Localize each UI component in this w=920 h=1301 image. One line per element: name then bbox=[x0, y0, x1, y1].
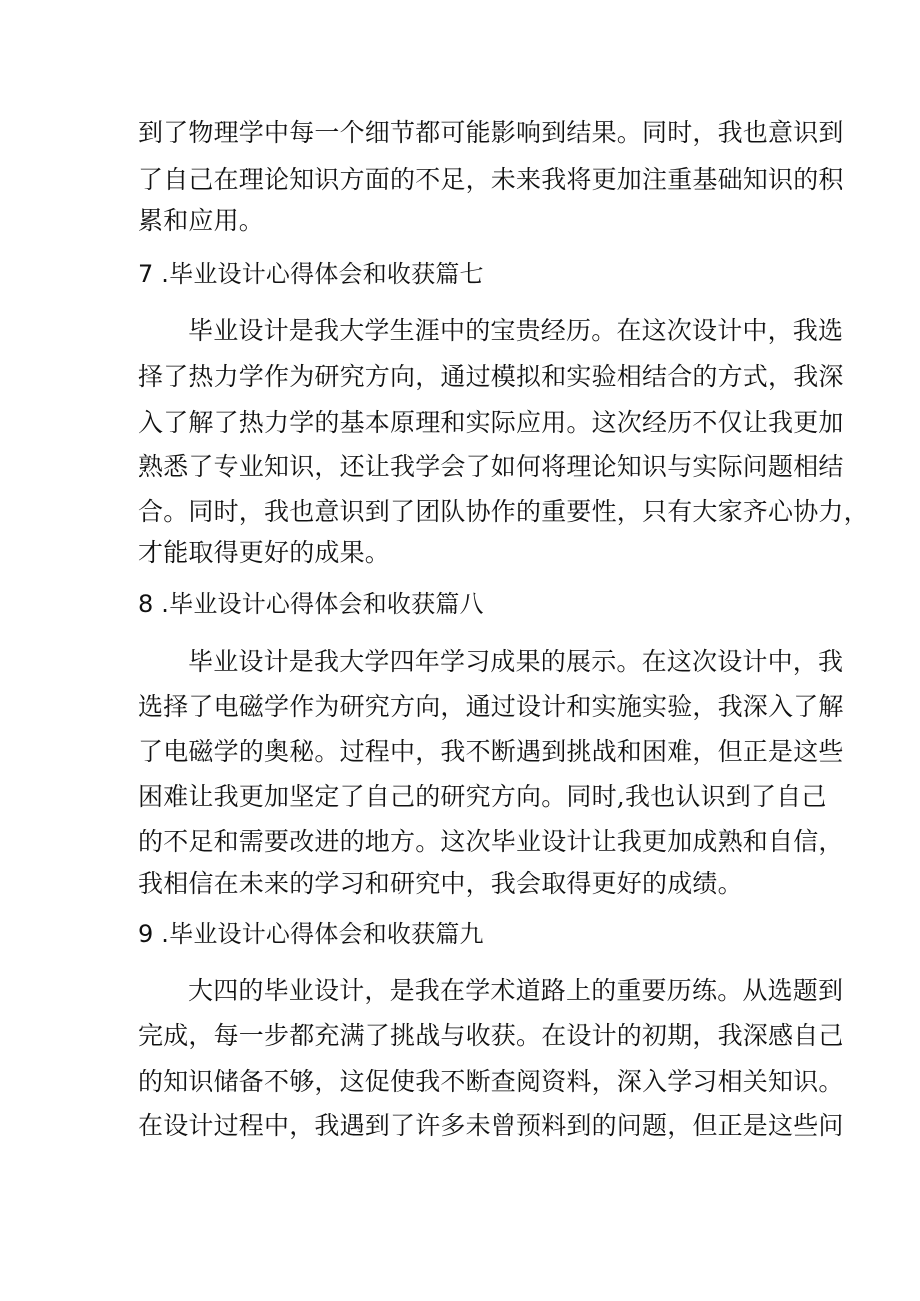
section7-line-2: 择了热力学作为研究方向，通过模拟和实验相结合的方式，我深 bbox=[138, 362, 844, 391]
section7-line-3: 入了解了热力学的基本原理和实际应用。这次经历不仅让我更加 bbox=[138, 408, 844, 437]
intro-line-3: 累和应用。 bbox=[138, 206, 265, 235]
section9-line-2: 完成，每一步都充满了挑战与收获。在设计的初期，我深感自己 bbox=[138, 1021, 844, 1050]
section9-line-1: 大四的毕业设计，是我在学术道路上的重要历练。从选题到 bbox=[188, 976, 844, 1005]
section9-line-4: 在设计过程中，我遇到了许多未曾预料到的问题，但正是这些问 bbox=[138, 1111, 844, 1140]
intro-line-1: 到了物理学中每一个细节都可能影响到结果。同时，我也意识到 bbox=[138, 118, 844, 147]
section8-heading: 8 .毕业设计心得体会和收获篇八 bbox=[138, 590, 484, 618]
section9-heading: 9 .毕业设计心得体会和收获篇九 bbox=[138, 920, 484, 948]
section7-line-6: 才能取得更好的成果。 bbox=[138, 538, 391, 567]
section7-heading: 7 .毕业设计心得体会和收获篇七 bbox=[138, 260, 484, 288]
section7-line-1: 毕业设计是我大学生涯中的宝贵经历。在这次设计中，我选 bbox=[188, 316, 844, 345]
section8-line-2: 选择了电磁学作为研究方向，通过设计和实施实验，我深入了解 bbox=[138, 692, 844, 721]
section8-line-4: 困难让我更加坚定了自己的研究方向。同时,我也认识到了自己 bbox=[138, 782, 827, 811]
section9-line-3: 的知识储备不够，这促使我不断查阅资料，深入学习相关知识。 bbox=[138, 1067, 844, 1096]
section7-line-5: 合。同时，我也意识到了团队协作的重要性，只有大家齐心协力， bbox=[138, 497, 869, 526]
section7-line-4: 熟悉了专业知识，还让我学会了如何将理论知识与实际问题相结 bbox=[138, 452, 844, 481]
section8-line-1: 毕业设计是我大学四年学习成果的展示。在这次设计中，我 bbox=[188, 647, 844, 676]
section8-line-6: 我相信在未来的学习和研究中，我会取得更好的成绩。 bbox=[138, 869, 743, 898]
section8-line-5: 的不足和需要改进的地方。这次毕业设计让我更加成熟和自信， bbox=[138, 827, 844, 856]
intro-line-2: 了自己在理论知识方面的不足，未来我将更加注重基础知识的积 bbox=[138, 165, 844, 194]
section8-line-3: 了电磁学的奥秘。过程中，我不断遇到挑战和困难，但正是这些 bbox=[138, 737, 844, 766]
